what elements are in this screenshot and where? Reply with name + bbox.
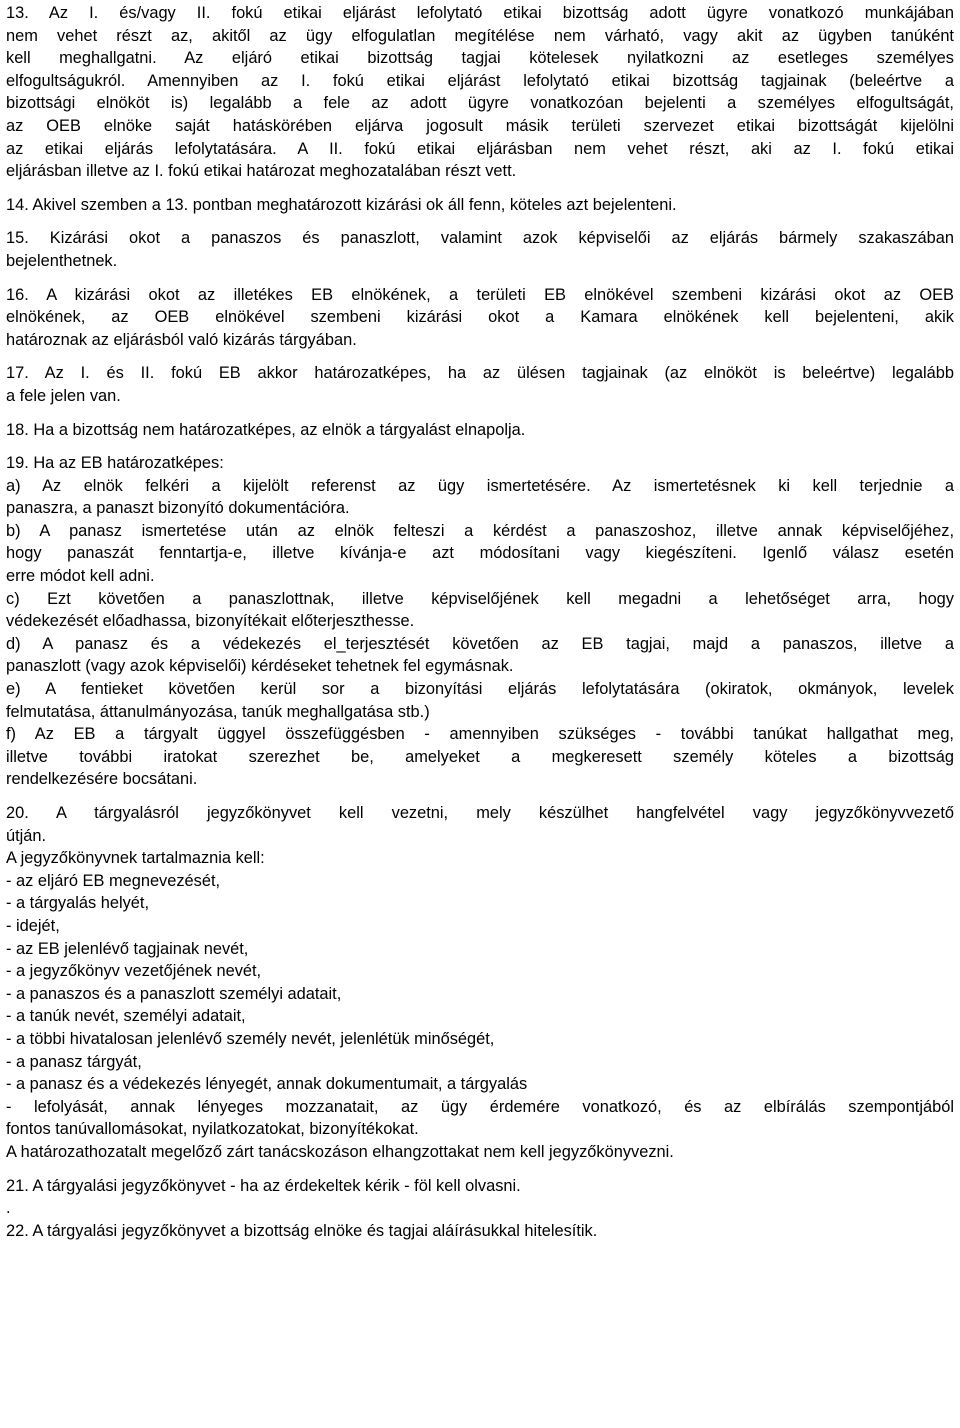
text-line: útján.	[6, 826, 47, 845]
paragraph-13	[6, 2, 954, 183]
text-line: a) Az elnök felkéri a kijelölt referenst az ügy ismertetésére. Az ismertetésnek ki kell terjednie a	[6, 476, 954, 495]
list-item: - a panasz és a védekezés lényegét, annak dokumentumait, a tárgyalás	[6, 1075, 528, 1094]
text-line: elnökének, az OEB elnökével szembeni kizárási okot a Kamara elnökének kell bejelenteni, akik	[6, 308, 954, 327]
text-line: a fele jelen van.	[6, 386, 121, 405]
text-line: b) A panasz ismertetése után az elnök felteszi a kérdést a panaszoshoz, illetve annak képviselőjéhez,	[6, 521, 954, 540]
text-line: c) Ezt követően a panaszlottnak, illetve képviselőjének kell megadni a lehetőséget arra, hogy	[6, 589, 954, 608]
text-line: kell meghallgatni. Az eljáró etikai bizottság tagjai kötelesek nyilatkozni az esetleges személyes	[6, 49, 954, 68]
text-line: d) A panasz és a védekezés el_terjesztését követően az EB tagjai, majd a panaszos, illetve a	[6, 634, 954, 653]
list-item: - a tanúk nevét, személyi adatait,	[6, 1007, 246, 1026]
text-line: panaszra, a panaszt bizonyító dokumentációra.	[6, 499, 350, 518]
text-line: felmutatása, áttanulmányozása, tanúk meghallgatása stb.)	[6, 702, 430, 721]
text-line: fontos tanúvallomásokat, nyilatkozatokat, bizonyítékokat.	[6, 1120, 419, 1139]
list-item: - az EB jelenlévő tagjainak nevét,	[6, 939, 249, 958]
text-line: erre módot kell adni.	[6, 567, 155, 586]
text-line: 18. Ha a bizottság nem határozatképes, az elnök a tárgyalást elnapolja.	[6, 420, 526, 439]
text-line: 20. A tárgyalásról jegyzőkönyvet kell vezetni, mely készülhet hangfelvétel vagy jegyzőkönyvvezető	[6, 804, 954, 822]
stray-dot	[6, 1197, 954, 1220]
text-line: 16. A kizárási okot az illetékes EB elnökének, a területi EB elnökével szembeni kizárási okot az OEB	[6, 285, 954, 304]
text-line: védekezését előadhassa, bizonyítékait előterjeszthesse.	[6, 612, 415, 631]
paragraph-14	[6, 194, 954, 217]
text-line: 19. Ha az EB határozatképes:	[6, 454, 224, 473]
paragraph-21	[6, 1175, 954, 1198]
list-item: - lefolyását, annak lényeges mozzanatait, az ügy érdemére vonatkozó, és az elbírálás szempontjából	[6, 1097, 954, 1116]
list-item: - az eljáró EB megnevezését,	[6, 871, 221, 890]
text-line: 17. Az I. és II. fokú EB akkor határozatképes, ha az ülésen tagjainak (az elnököt is beleértve) legalább	[6, 364, 954, 383]
text-line: 14. Akivel szemben a 13. pontban meghatározott kizárási ok áll fenn, köteles azt bejelenteni.	[6, 195, 677, 214]
list-item: - a jegyzőkönyv vezetőjének nevét,	[6, 962, 262, 981]
paragraph-20	[6, 802, 954, 1164]
text-line: e) A fentieket követően kerül sor a bizonyítási eljárás lefolytatására (okiratok, okmányok, levelek	[6, 680, 954, 699]
text-line: elfogultságukról. Amennyiben az I. fokú etikai eljárást lefolytató etikai bizottság tagjainak (beleértve a	[6, 71, 954, 90]
text-line: bejelenthetnek.	[6, 251, 118, 270]
text-line: illetve további iratokat szerezhet be, amelyeket a megkeresett személy köteles a bizottság	[6, 747, 954, 766]
text-line: 21. A tárgyalási jegyzőkönyvet - ha az érdekeltek kérik - föl kell olvasni.	[6, 1176, 521, 1195]
text-line: 13. Az I. és/vagy II. fokú etikai eljárást lefolytató etikai bizottság adott ügyre vonatkozó munkájában	[6, 4, 954, 22]
text-line: 15. Kizárási okot a panaszos és panaszlott, valamint azok képviselői az eljárás bármely szakaszában	[6, 229, 954, 248]
text-line: 22. A tárgyalási jegyzőkönyvet a bizottság elnöke és tagjai aláírásukkal hitelesítik.	[6, 1221, 598, 1240]
text-line: .	[6, 1199, 11, 1218]
paragraph-17	[6, 362, 954, 407]
paragraph-22	[6, 1220, 954, 1243]
list-item: - a többi hivatalosan jelenlévő személy nevét, jelenlétük minőségét,	[6, 1029, 495, 1048]
paragraph-15	[6, 227, 954, 272]
text-line: A jegyzőkönyvnek tartalmaznia kell:	[6, 849, 265, 868]
text-line: rendelkezésére bocsátani.	[6, 770, 198, 789]
text-line: az etikai eljárás lefolytatására. A II. fokú etikai eljárásban nem vehet részt, aki az I. fokú etikai	[6, 139, 954, 158]
list-item: - a tárgyalás helyét,	[6, 894, 150, 913]
paragraph-19	[6, 452, 954, 791]
text-line: határoznak az eljárásból való kizárás tárgyában.	[6, 330, 357, 349]
text-line: eljárásban illetve az I. fokú etikai határozat meghozatalában részt vett.	[6, 162, 517, 181]
text-line: bizottsági elnököt is) legalább a fele az adott ügyre vonatkozóan bejelenti a személyes elfogultságát,	[6, 94, 954, 113]
text-line: f) Az EB a tárgyalt üggyel összefüggésben - amennyiben szükséges - további tanúkat hallgathat meg,	[6, 725, 954, 744]
paragraph-18	[6, 419, 954, 442]
list-item: - a panaszos és a panaszlott személyi adatait,	[6, 984, 342, 1003]
paragraph-16	[6, 284, 954, 352]
text-line: az OEB elnöke saját hatáskörében eljárva jogosult másik területi szervezet etikai bizottságát kijelölni	[6, 116, 954, 135]
text-line: nem vehet részt az, akitől az ügy elfogulatlan megítélése nem várható, vagy akit az ügyben tanúként	[6, 26, 954, 45]
list-item: - a panasz tárgyát,	[6, 1052, 142, 1071]
list-item: - idejét,	[6, 916, 60, 935]
text-line: panaszlott (vagy azok képviselői) kérdéseket tehetnek fel egymásnak.	[6, 657, 514, 676]
text-line: A határozathozatalt megelőző zárt tanácskozáson elhangzottakat nem kell jegyzőkönyvezni.	[6, 1142, 674, 1161]
text-line: hogy panaszát fenntartja-e, illetve kívánja-e azt módosítani vagy kiegészíteni. Igenlő válasz esetén	[6, 544, 954, 563]
